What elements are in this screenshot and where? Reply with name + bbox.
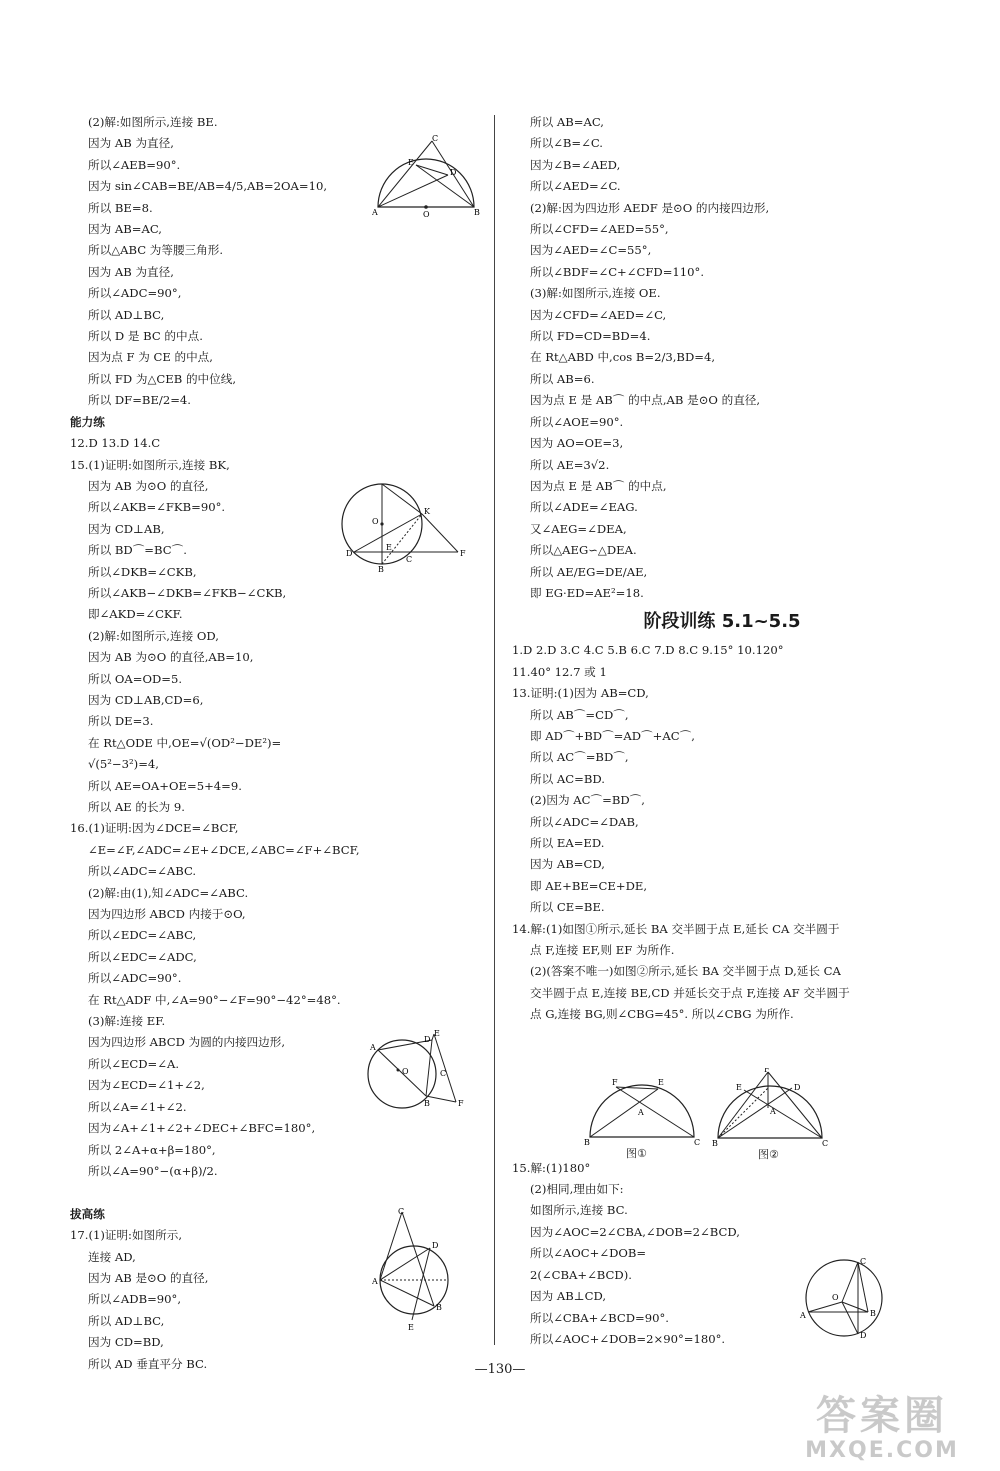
text-line: 因为∠AOC=2∠CBA,∠DOB=2∠BCD, [530,1224,740,1239]
svg-text:F: F [612,1078,618,1087]
stage-training-title: 阶段训练 5.1~5.5 [643,611,801,633]
figure-semicircle-14-2 [712,1068,830,1161]
text-line: 所以∠BDF=∠C+∠CFD=110°. [530,264,705,279]
text-line: 所以∠B=∠C. [530,136,603,151]
column-divider [494,115,495,1345]
left-column [70,112,488,1375]
text-line: 因为∠A+∠1+∠2+∠DEC+∠BFC=180°, [88,1121,316,1136]
text-line: 因为∠CFD=∠AED=∠C, [530,307,667,322]
text-line: 所以∠EDC=∠ABC, [88,928,197,943]
text-line: 所以 AD 垂直平分 BC. [88,1356,208,1371]
svg-text:O: O [832,1293,839,1302]
text-line: 所以 BE=8. [88,200,153,215]
svg-text:E: E [434,1030,440,1038]
figure-semicircle-14-1 [582,1075,702,1160]
text-line: 因为 AB 为⊙O 的直径, [88,478,209,493]
text-line: 所以∠CFD=∠AED=55°, [530,222,669,237]
text-line: 因为 CD=BD, [88,1335,164,1350]
svg-text:A: A [638,1108,644,1117]
text-line: 因为 AO=OE=3, [530,436,624,451]
svg-text:F: F [460,549,466,558]
text-line: 所以∠ADB=90°, [88,1292,182,1307]
svg-text:E: E [736,1083,742,1092]
figure-caption-2: 图② [758,1148,779,1161]
text-line: 2(∠CBA+∠BCD). [530,1267,632,1282]
right-solution-block-2 [512,683,932,1026]
text-line: 在 Rt△ODE 中,OE=√(OD²−DE²)= [88,735,282,750]
answer-line: 1.D 2.D 3.C 4.C 5.B 6.C 7.D 8.C 9.15° 10.120° [512,643,784,658]
text-line: 所以∠AED=∠C. [530,179,621,194]
svg-text:O: O [402,1067,409,1076]
svg-text:D: D [424,1035,431,1044]
watermark-logo-text: 答案圈 [816,1393,948,1439]
svg-text:C: C [694,1138,701,1145]
text-line: 因为 sin∠CAB=BE/AB=4/5,AB=2OA=10, [88,179,328,194]
text-line: 所以△AEG∽△DEA. [530,543,637,558]
text-line: 因为点 E 是 AB⌒ 的中点,AB 是⊙O 的直径, [530,393,761,408]
svg-text:A: A [372,208,378,217]
text-line: 所以∠AEB=90°. [88,157,181,172]
text-line: 因为∠AED=∠C=55°, [530,243,652,258]
text-line: 因为 AB⊥CD, [530,1289,607,1304]
text-line: (2)(答案不唯一)如图②所示,延长 BA 交半圆于点 D,延长 CA [530,964,841,979]
text-line: 所以∠ADC=∠DAB, [530,814,639,829]
text-line: 即 AE+BE=CE+DE, [530,878,648,893]
text-line: 所以 AE=OA+OE=5+4=9. [88,778,242,793]
text-line: 因为 AB=AC, [88,222,162,237]
text-line: 即 AD⌒+BD⌒=AD⌒+AC⌒, [530,728,695,743]
text-line: 即∠AKD=∠CKF. [88,607,183,622]
text-line: 因为点 F 为 CE 的中点, [88,350,213,365]
text-line: 连接 AD, [88,1249,136,1264]
right-answers [512,640,932,683]
text-line: 所以∠AKB−∠DKB=∠FKB−∠CKB, [88,585,287,600]
text-line: 15.解:(1)180° [512,1160,591,1175]
text-line: 所以 AD⊥BC, [88,1313,165,1328]
figure-circle-15b [798,1256,890,1340]
answers-line: 12.D 13.D 14.C [70,436,161,451]
text-line: 又∠AEG=∠DEA, [530,521,627,536]
text-line: 所以△ABC 为等腰三角形. [88,243,224,258]
text-line: 因为∠B=∠AED, [530,157,621,172]
text-line: (2)解:如图所示,连接 OD, [88,628,219,643]
text-line: 因为 CD⊥AB,CD=6, [88,692,204,707]
text-line: 所以 CE=BE. [530,900,605,915]
text-line: (3)解:连接 EF. [88,1014,166,1029]
text-line: 因为∠ECD=∠1+∠2, [88,1078,205,1093]
text-line: ∠E=∠F,∠ADC=∠E+∠DCE,∠ABC=∠F+∠BCF, [88,842,360,857]
figure-circle-16 [360,1030,472,1112]
text-line: (2)解:如图所示,连接 BE. [88,115,218,129]
svg-text:B: B [474,208,480,217]
svg-text:D: D [450,168,457,177]
figure-caption-1: 图① [626,1147,647,1160]
text-line: 14.解:(1)如图①所示,延长 BA 交半圆于点 E,延长 CA 交半圆于 [512,921,840,936]
svg-text:B: B [378,565,384,572]
text-line: 所以∠AOC+∠DOB=2×90°=180°. [530,1331,726,1346]
text-line: 所以 FD 为△CEB 的中位线, [88,371,237,386]
text-line: 所以 D 是 BC 的中点. [88,329,203,344]
svg-text:D: D [432,1241,439,1250]
svg-text:E: E [408,1323,414,1332]
section-heading-nengli: 能力练 [70,414,105,429]
text-line: 所以 EA=ED. [530,836,605,850]
text-line: 点 F,连接 EF,则 EF 为所作. [530,943,675,958]
text-line: 在 Rt△ABD 中,cos B=2/3,BD=4, [530,350,716,365]
figure-circle-17 [372,1208,462,1332]
svg-text:D: D [794,1083,801,1092]
page-number: —130— [474,1362,526,1377]
watermark-url: MXQE.COM [805,1438,959,1463]
svg-text:A: A [770,1107,776,1116]
answer-line: 11.40° 12.7 或 1 [512,664,607,679]
text-line: 16.(1)证明:因为∠DCE=∠BCF, [70,821,239,836]
text-line: 所以 2∠A+α+β=180°, [88,1142,216,1157]
text-line: 如图所示,连接 BC. [530,1203,628,1218]
svg-text:E: E [408,158,414,167]
text-line: 17.(1)证明:如图所示, [70,1228,183,1243]
text-line: 所以∠EDC=∠ADC, [88,949,197,964]
section-heading-bagao: 拔高练 [70,1206,105,1221]
text-line: 因为 AB 是⊙O 的直径, [88,1270,209,1285]
text-line: (2)因为 AC⌒=BD⌒, [530,793,645,808]
text-line: 因为点 E 是 AB⌒ 的中点, [530,478,667,493]
svg-text:B: B [584,1138,590,1145]
text-line: 因为 AB 为直径, [88,264,174,279]
figure-circle-15 [334,480,466,572]
text-line: 所以 AE/EG=DE/AE, [530,564,648,579]
svg-text:C: C [822,1139,829,1146]
svg-text:C: C [398,1208,405,1216]
text-line: 所以∠AKB=∠FKB=90°. [88,500,226,515]
text-line: 所以∠AOC+∠DOB= [530,1246,647,1261]
svg-text:A: A [800,1311,806,1320]
text-line: 所以∠A=90°−(α+β)/2. [88,1163,218,1178]
svg-text:C: C [440,1069,447,1078]
svg-text:E: E [386,543,392,552]
text-line: 所以 OA=OD=5. [88,671,183,686]
text-line: 15.(1)证明:如图所示,连接 BK, [70,457,230,472]
text-line: 因为 AB 为⊙O 的直径,AB=10, [88,650,254,665]
text-line: 13.证明:(1)因为 AB=CD, [512,686,649,701]
text-line: 所以 DF=BE/2=4. [88,393,191,408]
text-line: 在 Rt△ADF 中,∠A=90°−∠F=90°−42°=48°. [88,992,341,1007]
text-line: 所以 AC⌒=BD⌒, [530,750,629,765]
text-line: 因为 AB=CD, [530,857,605,872]
text-line: 所以 AE=3√2. [530,457,610,472]
text-line: (2)相同,理由如下: [530,1182,624,1197]
text-line: 所以∠AOE=90°. [530,414,624,429]
text-line: (2)解:因为四边形 AEDF 是⊙O 的内接四边形, [530,200,770,215]
text-line: 所以∠A=∠1+∠2. [88,1099,187,1114]
figure-semicircle-1 [372,135,480,217]
text-line: 所以 AB=6. [530,371,595,386]
svg-text:F: F [764,1068,770,1074]
text-line: 因为四边形 ABCD 为圆的内接四边形, [88,1035,286,1050]
svg-text:B: B [424,1099,430,1108]
text-line: 所以 FD=CD=BD=4. [530,329,651,344]
text-line: 所以∠ADC=90°, [88,286,182,301]
text-line: 所以 BD⌒=BC⌒. [88,543,187,558]
svg-text:C: C [432,135,439,143]
text-line: (2)解:由(1),知∠ADC=∠ABC. [88,885,249,900]
svg-text:B: B [870,1309,876,1318]
text-line: 所以 AE 的长为 9. [88,800,185,814]
text-line: 交半圆于点 E,连接 BE,CD 并延长交于点 F,连接 AF 交半圆于 [530,985,850,1000]
svg-text:K: K [424,507,430,516]
svg-text:O: O [423,210,430,217]
text-line: (3)解:如图所示,连接 OE. [530,286,661,301]
svg-text:C: C [860,1257,867,1266]
text-line: √(5²−3²)=4, [88,757,159,772]
text-line: 即 EG·ED=AE²=18. [530,585,644,600]
svg-text:F: F [458,1099,464,1108]
text-line: 所以 DE=3. [88,714,154,729]
text-line: 因为四边形 ABCD 内接于⊙O, [88,907,246,922]
text-line: 所以∠ADC=∠ABC. [88,864,197,879]
svg-text:C: C [406,555,413,564]
svg-text:A: A [370,1043,376,1052]
text-line: 所以∠DKB=∠CKB, [88,564,197,579]
text-line: 所以∠CBA+∠BCD=90°. [530,1310,669,1325]
svg-text:D: D [860,1331,867,1340]
right-solution-block-1 [512,112,932,604]
svg-text:B: B [712,1139,718,1146]
svg-text:O: O [372,517,379,526]
right-column [512,112,932,1350]
text-line: 因为 CD⊥AB, [88,521,165,536]
text-line: 所以 AB=AC, [530,115,604,129]
text-line: 所以 AB⌒=CD⌒, [530,707,629,722]
text-line: 所以 AD⊥BC, [88,307,165,322]
svg-text:E: E [658,1078,664,1087]
svg-text:A: A [372,1277,378,1286]
text-line: 因为 AB 为直径, [88,136,174,151]
text-line: 所以∠ADE=∠EAG. [530,500,638,515]
text-line: 所以∠ADC=90°. [88,971,182,986]
watermark-logo [782,1394,982,1463]
text-line: 点 G,连接 BG,则∠CBG=45°. 所以∠CBG 为所作. [530,1007,794,1022]
svg-text:D: D [346,549,353,558]
text-line: 所以 AC=BD. [530,771,605,786]
text-line: 所以∠ECD=∠A. [88,1056,180,1071]
svg-text:B: B [436,1303,442,1312]
